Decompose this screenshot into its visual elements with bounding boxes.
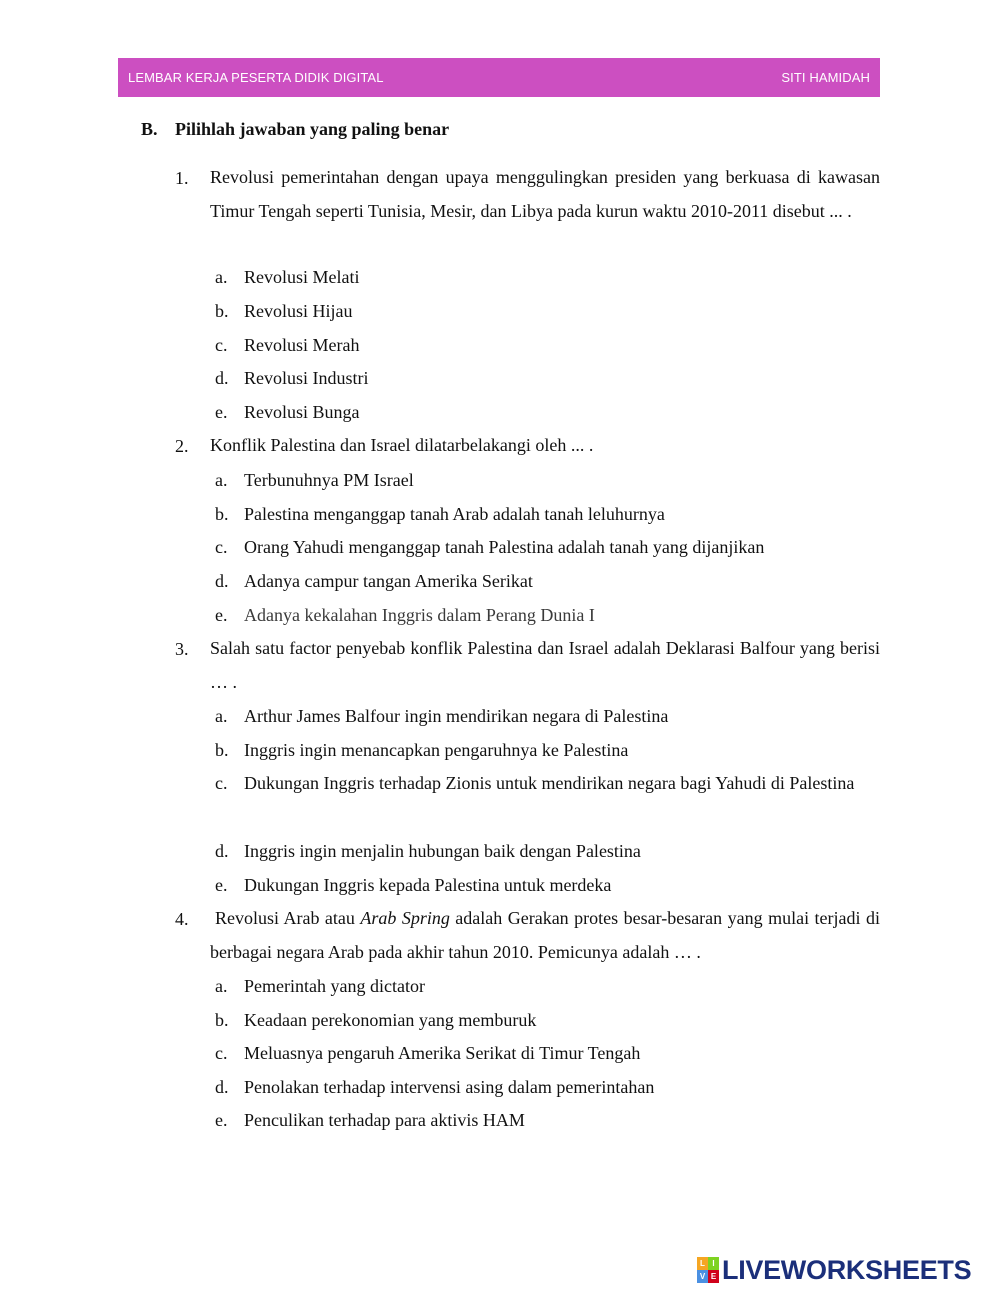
option-text: Revolusi Melati [244,267,360,287]
option-text: Adanya kekalahan Inggris dalam Perang Dunia I [244,605,595,625]
option-letter: b. [215,1010,229,1030]
header-author: SITI HAMIDAH [781,70,870,85]
option-letter: c. [215,537,228,557]
option-text: Meluasnya pengaruh Amerika Serikat di Timur Tengah [244,1043,641,1063]
question-4-option-c[interactable] [215,1041,640,1065]
option-letter: b. [215,504,229,524]
header-bar [118,58,880,97]
option-text: Revolusi Industri [244,368,369,388]
question-1-text: Revolusi pemerintahan dengan upaya menggulingkan presiden yang berkuasa di kawasan Timur Tengah seperti Tunisia, Mesir, dan Libya pada kurun waktu 2010-2011 disebut ... . [210,167,880,221]
section-title: Pilihlah jawaban yang paling benar [175,119,450,139]
liveworksheets-logo[interactable] [697,1253,971,1287]
question-2-option-e[interactable] [215,603,595,627]
question-1-option-c[interactable] [215,333,359,357]
question-4-option-d[interactable] [215,1075,654,1099]
question-3-option-d[interactable] [215,839,641,863]
liveworksheets-logo-text: LIVEWORKSHEETS [722,1254,972,1285]
option-text: Inggris ingin menancapkan pengaruhnya ke Palestina [244,740,629,760]
option-letter: b. [215,301,229,321]
question-3-number: 3. [175,639,189,659]
option-text: Dukungan Inggris terhadap Zionis untuk mendirikan negara bagi Yahudi di Palestina [244,773,855,793]
question-2-option-b[interactable] [215,502,665,526]
option-letter: e. [215,875,228,895]
question-2-option-d[interactable] [215,569,533,593]
option-text: Keadaan perekonomian yang memburuk [244,1010,537,1030]
option-letter: c. [215,335,228,355]
question-3-option-c[interactable] [215,767,880,801]
option-text: Dukungan Inggris kepada Palestina untuk merdeka [244,875,612,895]
section-heading [141,119,449,140]
question-4-text-before: Revolusi Arab atau [215,908,361,928]
option-letter: a. [215,706,228,726]
option-letter: a. [215,267,228,287]
option-text: Arthur James Balfour ingin mendirikan negara di Palestina [244,706,669,726]
option-letter: d. [215,1077,229,1097]
option-letter: a. [215,470,228,490]
option-letter: e. [215,1110,228,1130]
option-letter: d. [215,571,229,591]
question-4-text [210,902,880,969]
question-4-option-a[interactable] [215,974,425,998]
logo-mark-i: I [708,1257,719,1270]
question-4-text-italic: Arab Spring [360,908,450,928]
section-letter: B. [141,119,158,139]
option-letter: c. [215,773,228,793]
question-1-option-a[interactable] [215,265,360,289]
question-4-option-e[interactable] [215,1108,525,1132]
question-1-number: 1. [175,168,189,188]
option-text: Palestina menganggap tanah Arab adalah tanah leluhurnya [244,504,665,524]
option-letter: e. [215,605,228,625]
option-letter: d. [215,368,229,388]
question-2-option-c[interactable] [215,535,764,559]
question-2-number: 2. [175,436,189,456]
question-1-option-b[interactable] [215,299,353,323]
question-4-option-b[interactable] [215,1008,536,1032]
logo-mark-l: L [697,1257,708,1270]
option-letter: a. [215,976,228,996]
option-letter: d. [215,841,229,861]
question-3-option-a[interactable] [215,704,668,728]
option-text: Penolakan terhadap intervensi asing dalam pemerintahan [244,1077,655,1097]
option-letter: b. [215,740,229,760]
logo-mark-v: V [697,1270,708,1283]
option-text: Terbunuhnya PM Israel [244,470,414,490]
option-text: Inggris ingin menjalin hubungan baik dengan Palestina [244,841,641,861]
option-letter: e. [215,402,228,422]
question-2-text: Konflik Palestina dan Israel dilatarbelakangi oleh ... . [210,435,594,455]
option-text: Penculikan terhadap para aktivis HAM [244,1110,525,1130]
question-1-option-e[interactable] [215,400,360,424]
option-text: Adanya campur tangan Amerika Serikat [244,571,533,591]
question-4-number: 4. [175,909,189,929]
option-text: Revolusi Bunga [244,402,360,422]
question-1-option-d[interactable] [215,366,369,390]
question-4-text-after: adalah Gerakan protes besar-besaran yang mulai terjadi di berbagai negara Arab pada akhir tahun 2010. Pemicunya adalah … . [210,908,880,962]
option-text: Revolusi Hijau [244,301,353,321]
question-2-option-a[interactable] [215,468,414,492]
question-3-option-b[interactable] [215,738,628,762]
option-text: Revolusi Merah [244,335,360,355]
option-text: Pemerintah yang dictator [244,976,425,996]
logo-mark-e: E [708,1270,719,1283]
liveworksheets-logo-icon [697,1257,719,1283]
header-left-title: LEMBAR KERJA PESERTA DIDIK DIGITAL [128,70,384,85]
question-3-text: Salah satu factor penyebab konflik Palestina dan Israel adalah Deklarasi Balfour yang berisi … . [210,638,880,692]
option-text: Orang Yahudi menganggap tanah Palestina adalah tanah yang dijanjikan [244,537,765,557]
question-3-option-e[interactable] [215,873,611,897]
option-letter: c. [215,1043,228,1063]
